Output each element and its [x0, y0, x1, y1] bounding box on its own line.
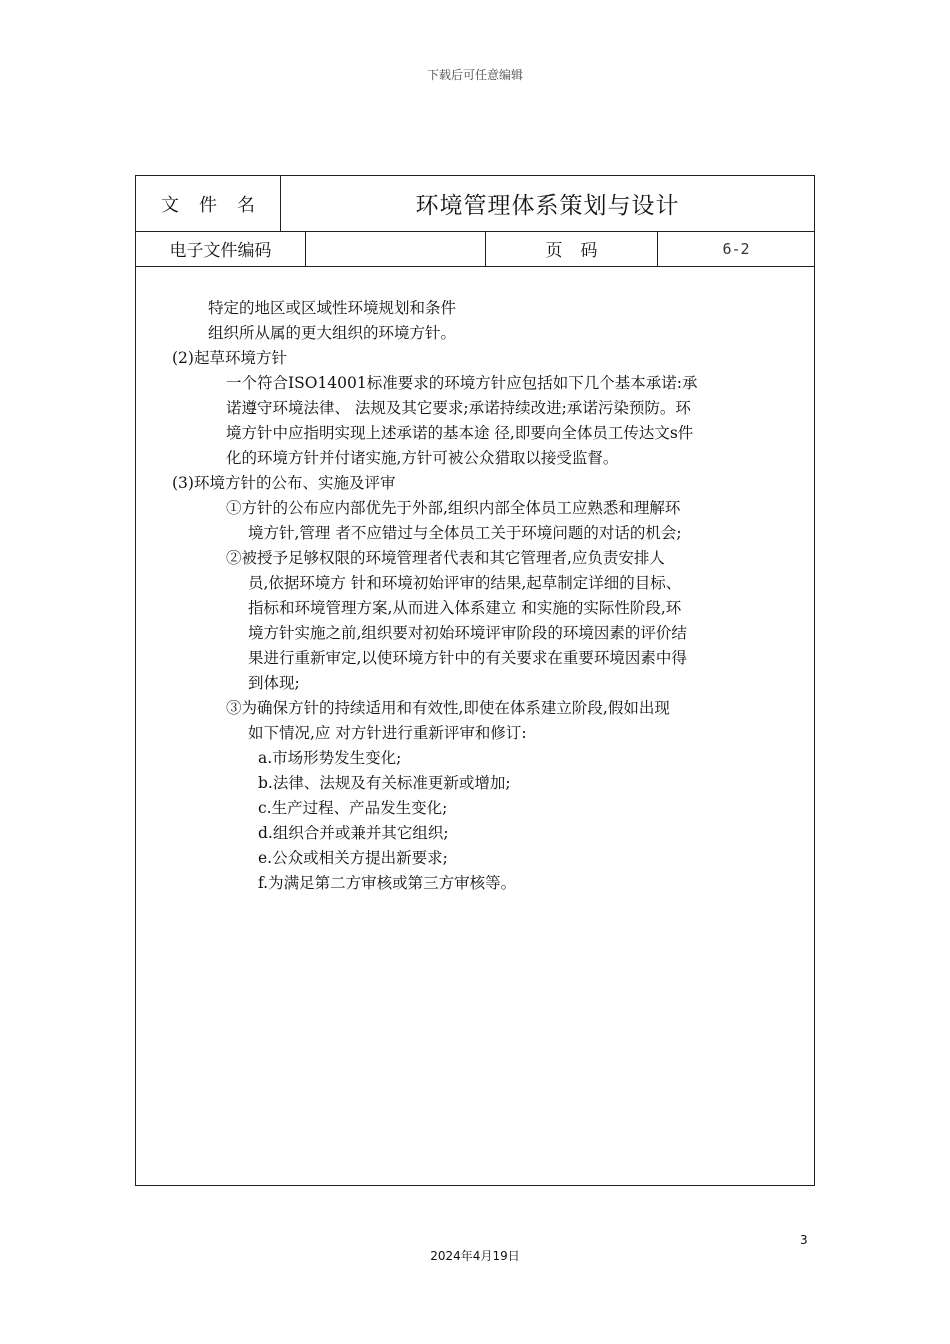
body-line: 诺遵守环境法律、 法规及其它要求;承诺持续改进;承诺污染预防。环: [226, 399, 691, 417]
file-name-value: 环境管理体系策划与设计: [415, 193, 680, 219]
body-line: 指标和环境管理方案,从而进入体系建立 和实施的实际性阶段,环: [248, 599, 682, 617]
page-number: 3: [800, 1233, 808, 1247]
body-line: 境方针,管理 者不应错过与全体员工关于环境问题的对话的机会;: [248, 524, 682, 542]
body-line: 果进行重新审定,以使环境方针中的有关要求在重要环境因素中得: [248, 649, 687, 667]
list-item: e.公众或相关方提出新要求;: [258, 849, 448, 867]
section-heading: (2)起草环境方针: [172, 349, 287, 367]
page-label: 页码: [486, 231, 658, 266]
list-item: a.市场形势发生变化;: [258, 749, 402, 767]
file-name-label: 文件名: [136, 176, 281, 231]
body-line: 境方针中应指明实现上述承诺的基本途 径,即要向全体员工传达文s件: [226, 424, 694, 442]
page-value: 6-2: [722, 239, 750, 258]
list-item: b.法律、法规及有关标准更新或增加;: [258, 774, 511, 792]
body-line: ③为确保方针的持续适用和有效性,即使在体系建立阶段,假如出现: [226, 699, 670, 717]
section-heading: (3)环境方针的公布、实施及评审: [172, 474, 396, 492]
body-line: 员,依据环境方 针和环境初始评审的结果,起草制定详细的目标、: [248, 574, 682, 592]
body-line: ②被授予足够权限的环境管理者代表和其它管理者,应负责安排人: [226, 549, 665, 567]
document-frame: [135, 175, 815, 1186]
body-line: 境方针实施之前,组织要对初始环境评审阶段的环境因素的评价结: [248, 624, 687, 642]
header-note: 下载后可任意编辑: [426, 68, 523, 82]
list-item: c.生产过程、产品发生变化;: [258, 799, 448, 817]
title-row: [136, 176, 814, 232]
e-code-value: [306, 231, 486, 266]
body-line: 组织所从属的更大组织的环境方针。: [208, 324, 457, 342]
body-line: ①方针的公布应内部优先于外部,组织内部全体员工应熟悉和理解环: [226, 499, 681, 517]
body-line: 如下情况,应 对方针进行重新评审和修订:: [248, 724, 527, 742]
footer-date: 2024年4月19日: [430, 1249, 520, 1263]
meta-row: [136, 231, 814, 267]
body-line: 化的环境方针并付诸实施,方针可被公众猎取以接受监督。: [226, 449, 619, 467]
list-item: f.为满足第二方审核或第三方审核等。: [258, 874, 517, 892]
body-line: 到体现;: [248, 674, 300, 692]
list-item: d.组织合并或兼并其它组织;: [258, 824, 449, 842]
body-line: 特定的地区或区域性环境规划和条件: [208, 299, 457, 317]
e-code-label: 电子文件编码: [136, 231, 306, 266]
body-line: 一个符合ISO14001标准要求的环境方针应包括如下几个基本承诺:承: [226, 374, 698, 392]
